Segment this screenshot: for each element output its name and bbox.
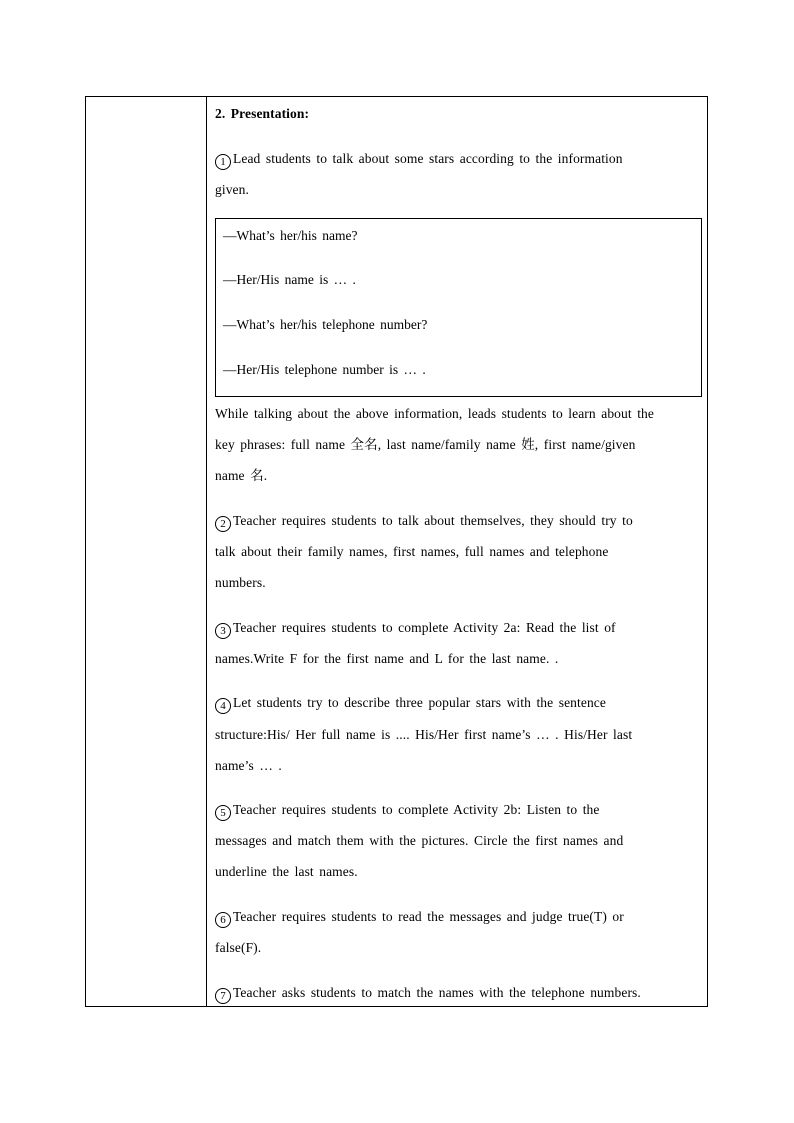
step-7-number: 7 [215,988,231,1004]
step-2-line-3: numbers. [215,575,266,590]
content-cell [208,97,708,1006]
dialog-line-4: —Her/His telephone number is … . [223,362,426,377]
step-1-number: 1 [215,154,231,170]
step-5-text: Teacher requires students to complete Activity 2b: Listen to the [233,802,600,817]
step-6-number: 6 [215,912,231,928]
dialog-line-2: —Her/His name is … . [223,272,356,287]
step-4-line-1 [215,695,606,714]
step-7-text: Teacher asks students to match the names with the telephone numbers. [233,985,641,1000]
left-column-cell [86,97,207,1006]
step-5-line-2: messages and match them with the pictures. Circle the first names and [215,833,624,848]
paragraph-line-2: key phrases: full name 全名, last name/family name 姓, first name/given [215,437,636,452]
step-4-line-3: name’s … . [215,758,282,773]
step-3-text: Teacher requires students to complete Activity 2a: Read the list of [233,620,616,635]
step-1-line-1 [215,151,623,170]
step-3-line-1 [215,620,616,639]
dialog-box [215,218,702,397]
step-1-text: Lead students to talk about some stars according to the information [233,151,623,166]
step-2-text: Teacher requires students to talk about themselves, they should try to [233,513,633,528]
step-1-line-2: given. [215,182,249,197]
step-4-text: Let students try to describe three popular stars with the sentence [233,695,606,710]
step-5-line-1 [215,802,600,821]
step-4-number: 4 [215,698,231,714]
step-3-line-2: names.Write F for the first name and L for the last name. . [215,651,559,666]
section-heading: 2. Presentation: [215,106,310,121]
step-2-line-2: talk about their family names, first names, full names and telephone [215,544,609,559]
step-6-text: Teacher requires students to read the messages and judge true(T) or [233,909,624,924]
dialog-line-3: —What’s her/his telephone number? [223,317,428,332]
step-5-number: 5 [215,805,231,821]
step-6-line-1 [215,909,624,928]
step-4-line-2: structure:His/ Her full name is .... His/Her first name’s … . His/Her last [215,727,633,742]
dialog-line-1: —What’s her/his name? [223,228,358,243]
paragraph-line-1: While talking about the above information, leads students to learn about the [215,406,654,421]
step-6-line-2: false(F). [215,940,262,955]
step-2-line-1 [215,513,633,532]
lesson-plan-table [85,96,708,1007]
step-3-number: 3 [215,623,231,639]
step-7-line-1 [215,985,641,1004]
step-5-line-3: underline the last names. [215,864,358,879]
paragraph-line-3: name 名. [215,468,268,483]
step-2-number: 2 [215,516,231,532]
